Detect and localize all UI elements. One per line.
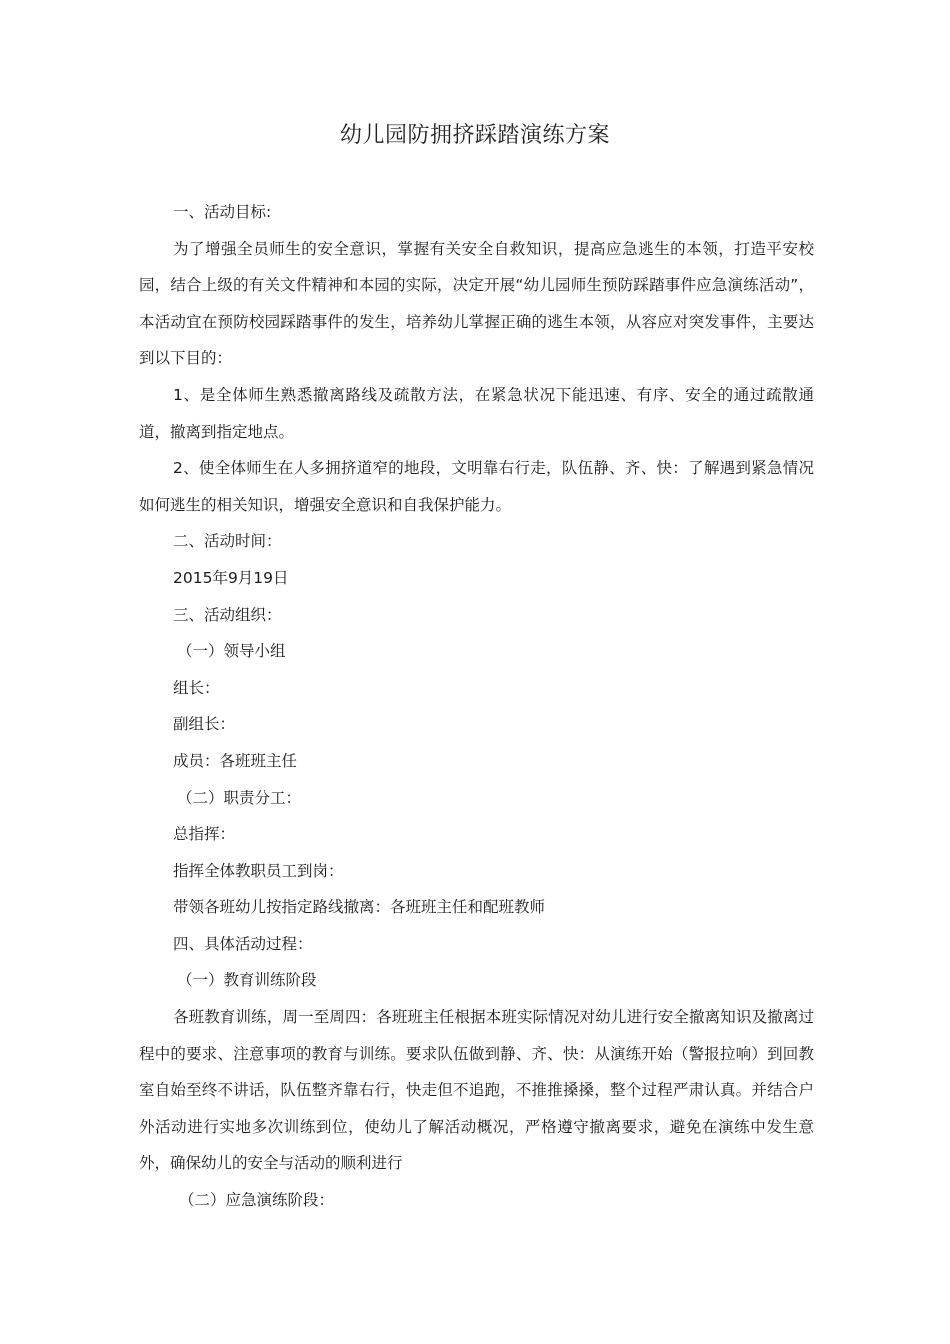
paragraph-staff-posts: 指挥全体教职员工到岗： bbox=[173, 861, 344, 880]
paragraph-intro: 为了增强全员师生的安全意识，掌握有关安全自救知识，提高应急逃生的本领，打造平安校园，结合上级的有关文件精神和本园的实际，决定开展“幼儿园师生预防踩踏事件应急演练活动”，本活动宜在预防校园踩踏事件的发生，培养幼儿掌握正确的逃生本领，从容应对突发事件，主要达到以下目的： bbox=[139, 239, 814, 368]
subheading-drill-stage: （二）应急演练阶段： bbox=[179, 1191, 335, 1210]
paragraph-goal-1: 1、是全体师生熟悉撤离路线及疏散方法，在紧急状况下能迅速、有序、安全的通过疏散通道，撤离到指定地点。 bbox=[139, 385, 814, 441]
paragraph-date: 2015年9月19日 bbox=[173, 568, 289, 587]
heading-organization: 三、活动组织： bbox=[173, 605, 282, 624]
subheading-leadership: （一）领导小组 bbox=[177, 642, 286, 661]
heading-time: 二、活动时间： bbox=[173, 532, 282, 551]
paragraph-training-details: 各班教育训练，周一至周四：各班班主任根据本班实际情况对幼儿进行安全撤离知识及撤离过程中的要求、注意事项的教育与训练。要求队伍做到静、齐、快：从演练开始（警报拉响）到回教室自始至终不讲话，队伍整齐靠右行，快走但不追跑，不推推搡搡，整个过程严肃认真。并结合户外活动进行实地多次训练到位，使幼儿了解活动概况，严格遵守撤离要求，避免在演练中发生意外，确保幼儿的安全与活动的顺利进行 bbox=[139, 1008, 814, 1173]
paragraph-deputy-leader: 副组长： bbox=[173, 715, 236, 734]
document-title: 幼儿园防拥挤踩踏演练方案 bbox=[339, 123, 610, 148]
paragraph-commander: 总指挥： bbox=[173, 825, 236, 844]
subheading-duties: （二）职责分工： bbox=[177, 788, 302, 807]
document-body bbox=[139, 194, 814, 1219]
paragraph-members: 成员：各班班主任 bbox=[173, 751, 298, 770]
paragraph-evacuation-lead: 带领各班幼儿按指定路线撤离：各班班主任和配班教师 bbox=[173, 898, 546, 917]
paragraph-leader: 组长： bbox=[173, 678, 220, 697]
heading-process: 四、具体活动过程： bbox=[173, 934, 313, 953]
subheading-training-stage: （一）教育训练阶段 bbox=[177, 971, 317, 990]
heading-objectives: 一、活动目标: bbox=[173, 203, 272, 221]
paragraph-goal-2: 2、使全体师生在人多拥挤道窄的地段，文明靠右行走，队伍静、齐、快：了解遇到紧急情况如何逃生的相关知识，增强安全意识和自我保护能力。 bbox=[139, 459, 814, 514]
